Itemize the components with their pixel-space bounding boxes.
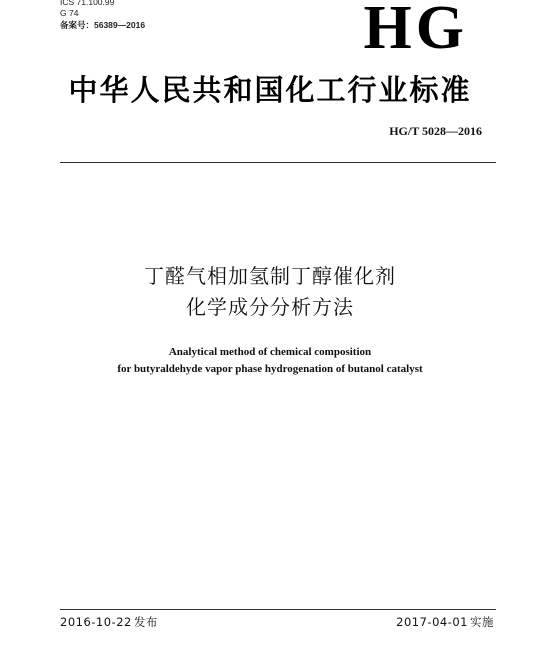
ics-code: ICS 71.100.99 (60, 0, 115, 7)
implementation-date (396, 614, 494, 630)
english-title-line-1: Analytical method of chemical composition (168, 346, 372, 358)
filing-number: 备案号：56389—2016 (60, 20, 146, 30)
implementation-date-value: 2017-04-01 (396, 615, 468, 629)
implementation-label: 实施 (470, 615, 494, 629)
issue-label: 发布 (133, 615, 158, 629)
chinese-title-line-2: 化学成分分析方法 (186, 295, 354, 319)
standard-number: HG/T 5028—2016 (389, 124, 482, 138)
top-divider (60, 162, 496, 163)
issue-date-value: 2016-10-22 (60, 615, 132, 629)
industry-standard-title: 中华人民共和国化工行业标准 (68, 73, 472, 107)
hg-logo: HG (363, 0, 468, 62)
english-title-line-2: for butyraldehyde vapor phase hydrogenation of butanol catalyst (117, 363, 423, 375)
ccs-code: G 74 (60, 8, 79, 18)
bottom-divider (60, 609, 496, 610)
chinese-title-line-1: 丁醛气相加氢制丁醇催化剂 (144, 264, 396, 288)
issue-date (60, 614, 158, 630)
